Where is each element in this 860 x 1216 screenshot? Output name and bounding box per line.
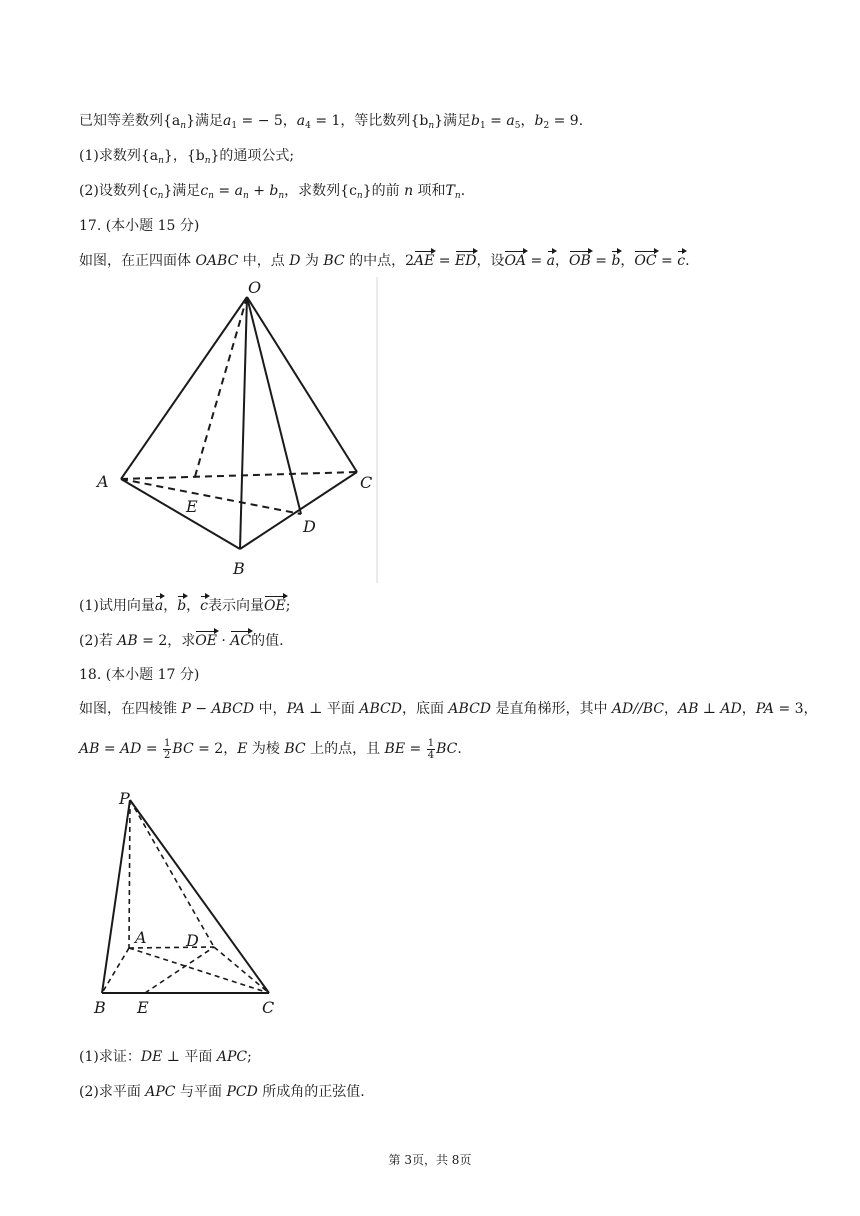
label-P: P [119, 789, 130, 808]
pyramid-figure [88, 784, 288, 1020]
math: $a_4$ [296, 113, 311, 131]
text: 满足 [443, 113, 472, 129]
math: $\{b_n\}$ [410, 113, 444, 131]
math: $a_5$ [506, 113, 521, 131]
label-A: A [97, 472, 109, 491]
q18-part2: (2)求平面 APC 与平面 PCD 所成角的正弦值. [79, 1084, 365, 1100]
label-B: B [94, 998, 106, 1017]
label-C: C [262, 998, 275, 1017]
fraction-quarter: $\frac{1}{4}$ [427, 737, 435, 761]
label-C: C [360, 473, 373, 492]
q17-header: 17. (本小题 15 分) [79, 218, 200, 234]
label-O: O [248, 278, 262, 297]
q18-stem-line1: 如图，在四棱锥 P − ABCD 中，PA ⊥ 平面 ABCD，底面 ABCD 是直角梯形，其中 AD//BC，AB ⊥ AD，PA = 3， [79, 701, 818, 717]
q17-part2: (2)若 AB = 2，求OE · AC的值. [79, 633, 284, 649]
label-D: D [303, 517, 316, 536]
q16-part1: (1)求数列$\{a_n\}$，$\{b_n\}$的通项公式; [79, 148, 295, 166]
label-E: E [137, 998, 149, 1017]
page-footer: 第 3页，共 8页 [388, 1153, 472, 1167]
math: $a_1$ [222, 113, 238, 131]
q17-stem: 如图，在正四面体 OABC 中，点 D 为 BC 的中点，2AE = ED，设OA = a，OB = b，OC = c. [79, 253, 690, 269]
q16-stem: 已知等差数列$\{a_n\}$满足$a_1$ = − 5，$a_4 = 1$，等比数列$\{b_n\}$满足$b_1 = a_5$，$b_2 = 9$. [79, 113, 584, 131]
math: $\{a_n\}$ [163, 113, 195, 131]
text: = 1，等比数列 [310, 113, 411, 129]
fraction-half: $\frac{1}{2}$ [164, 737, 171, 761]
label-D: D [186, 931, 199, 950]
label-B: B [233, 559, 245, 578]
label-A: A [135, 928, 147, 947]
label-E: E [186, 497, 198, 516]
q18-header: 18. (本小题 17 分) [79, 667, 200, 683]
q17-part1: (1)试用向量a，b，c表示向量OE; [79, 598, 291, 614]
text: = − 5， [237, 113, 297, 129]
q18-part1: (1)求证：DE ⊥ 平面 APC; [79, 1049, 252, 1065]
q18-stem-line2: AB = AD = $\frac{1}{2}$ BC = 2，E 为棱 BC 上的点，且 BE = $\frac{1}{4}$ BC. [79, 737, 462, 761]
tetrahedron-figure [85, 275, 385, 587]
math: $b_1$ [471, 113, 486, 131]
math: $b_2$ [534, 113, 550, 131]
q16-part2: (2)设数列$\{c_n\}$满足$c_n = a_n + b_n$，求数列$\{c_n\}$的前 n 项和$T_n$. [79, 183, 466, 201]
text: 已知等差数列 [79, 113, 163, 129]
text: 满足 [194, 113, 223, 129]
